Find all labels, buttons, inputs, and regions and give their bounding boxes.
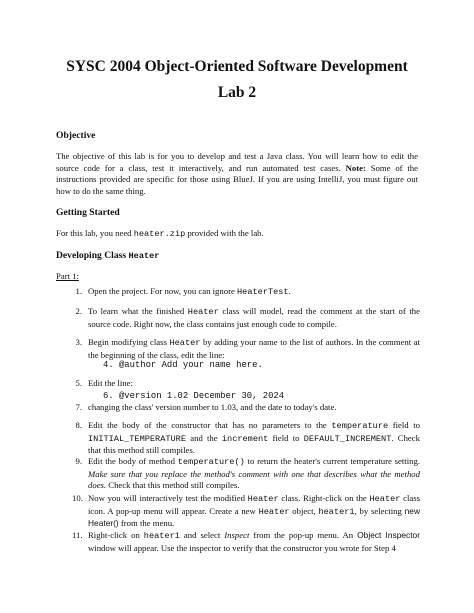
step-text	[88, 306, 420, 330]
code-term: Heater	[258, 506, 290, 517]
objective-heading: Objective	[56, 130, 96, 141]
emphasis-text: Make sure that you replace the method's comment with one that describes what the method does.	[88, 468, 420, 491]
getting-started-paragraph	[56, 228, 418, 241]
document-title: SYSC 2004 Object-Oriented Software Development	[66, 58, 408, 75]
step-text	[88, 286, 420, 299]
step-text-part: and select	[179, 530, 225, 540]
step-number: 3.	[75, 337, 82, 347]
step-text: Edit the line:	[88, 378, 133, 388]
document-subtitle: Lab 2	[217, 84, 257, 101]
step-text-part: .	[288, 286, 291, 296]
step-number: 5.	[75, 378, 82, 388]
step-number: 7.	[75, 402, 82, 412]
step-text-part: Begin modifying class	[88, 337, 170, 347]
code-term: DEFAULT_INCREMENT	[303, 433, 392, 444]
gs-text-1: For this lab, you need	[56, 228, 134, 238]
step-number: 9.	[75, 456, 82, 466]
code-term: Heater	[169, 338, 201, 348]
objective-note-text: Some of the instructions provided are specific for those using BlueJ. If you are using IntelliJ, you must figure out how to do the same thing.	[56, 162, 419, 196]
step-text-part: by adding your name to the list of authors. In the comment at the beginning of the class, edit the line:	[88, 337, 420, 360]
code-term: Heater	[187, 307, 219, 317]
code-term: increment	[221, 433, 269, 444]
step-text-part: class icon. A pop-up menu will appear. Create a new	[88, 493, 421, 516]
step-text-part: window will appear. Use the inspector to verify that the constructor you wrote for Step 4	[88, 542, 396, 553]
version-code-line: 6. @version 1.02 December 30, 2024	[103, 391, 285, 401]
part-1-label: Part 1:	[56, 271, 79, 281]
step-text	[88, 420, 420, 457]
step-text-part: , by selecting	[354, 505, 405, 516]
objective-text: The objective of this lab is for you to develop and test a Java class. You will learn how to edit the source code for a class, test it interactively, and run automated test cases.	[56, 151, 418, 173]
step-text-part: object,	[289, 505, 319, 516]
code-term: heater1	[143, 531, 180, 541]
objective-paragraph	[56, 151, 418, 197]
code-term: temperature()	[177, 457, 245, 467]
step-number: 8.	[75, 420, 82, 430]
code-term: temperature	[331, 421, 389, 431]
code-term: HeaterTest	[237, 287, 289, 297]
step-text-part: . Check that this method still compiles.	[88, 432, 420, 456]
step-text	[88, 530, 420, 554]
code-term: Heater	[247, 494, 279, 504]
note-label: Note:	[345, 162, 366, 173]
step-text	[88, 493, 420, 530]
developing-heading-text: Developing Class	[56, 250, 129, 261]
step-text-part: To learn what the finished	[88, 306, 188, 316]
code-term: heater1	[318, 506, 355, 517]
step-text-part: Edit the body of the constructor that has no parameters to the	[88, 420, 332, 430]
step-text-part: class will model, read the comment at the start of the source code. Right now, the class contains just enough code to compile.	[88, 306, 420, 329]
developing-heading	[56, 250, 159, 261]
step-text-part: Right-click on	[88, 530, 144, 540]
emphasis-text: Inspect	[224, 530, 250, 540]
step-text-part: Edit the body of method	[88, 456, 178, 466]
step-number: 2.	[75, 306, 82, 316]
step-text-part: Now you will interactively test the modified	[88, 493, 248, 503]
step-text	[88, 337, 420, 361]
author-code-line: 4. @author Add your name here.	[103, 360, 263, 370]
window-name-text: Object Inspector	[357, 530, 420, 540]
code-term: Heater	[369, 494, 401, 504]
developing-heading-class: Heater	[128, 251, 160, 261]
step-text-part: and the	[186, 432, 222, 443]
step-text: changing the class' version number to 1.03, and the date to today's date.	[88, 402, 337, 412]
step-number: 11.	[72, 530, 83, 540]
step-text-part: from the menu.	[118, 518, 175, 529]
step-text-part: field to	[388, 420, 420, 430]
step-number: 10.	[72, 493, 83, 503]
gs-text-2: provided with the lab.	[185, 228, 264, 238]
zip-filename: heater.zip	[133, 229, 186, 239]
step-text-part: field to	[268, 432, 304, 443]
step-text-part: from the pop-up menu. An	[249, 530, 358, 540]
step-text-part: Check that this method still compiles.	[106, 480, 240, 491]
code-term: INITIAL_TEMPERATURE	[88, 433, 186, 444]
step-text-part: Open the project. For now, you can ignore	[88, 286, 238, 296]
getting-started-heading: Getting Started	[56, 207, 120, 218]
step-text-part: class. Right-click on the	[278, 493, 370, 503]
step-text-part: to return the heater's current temperature setting.	[244, 456, 420, 466]
menu-item-text: new Heater()	[88, 505, 420, 529]
step-text	[88, 456, 420, 492]
step-number: 1.	[75, 286, 82, 296]
